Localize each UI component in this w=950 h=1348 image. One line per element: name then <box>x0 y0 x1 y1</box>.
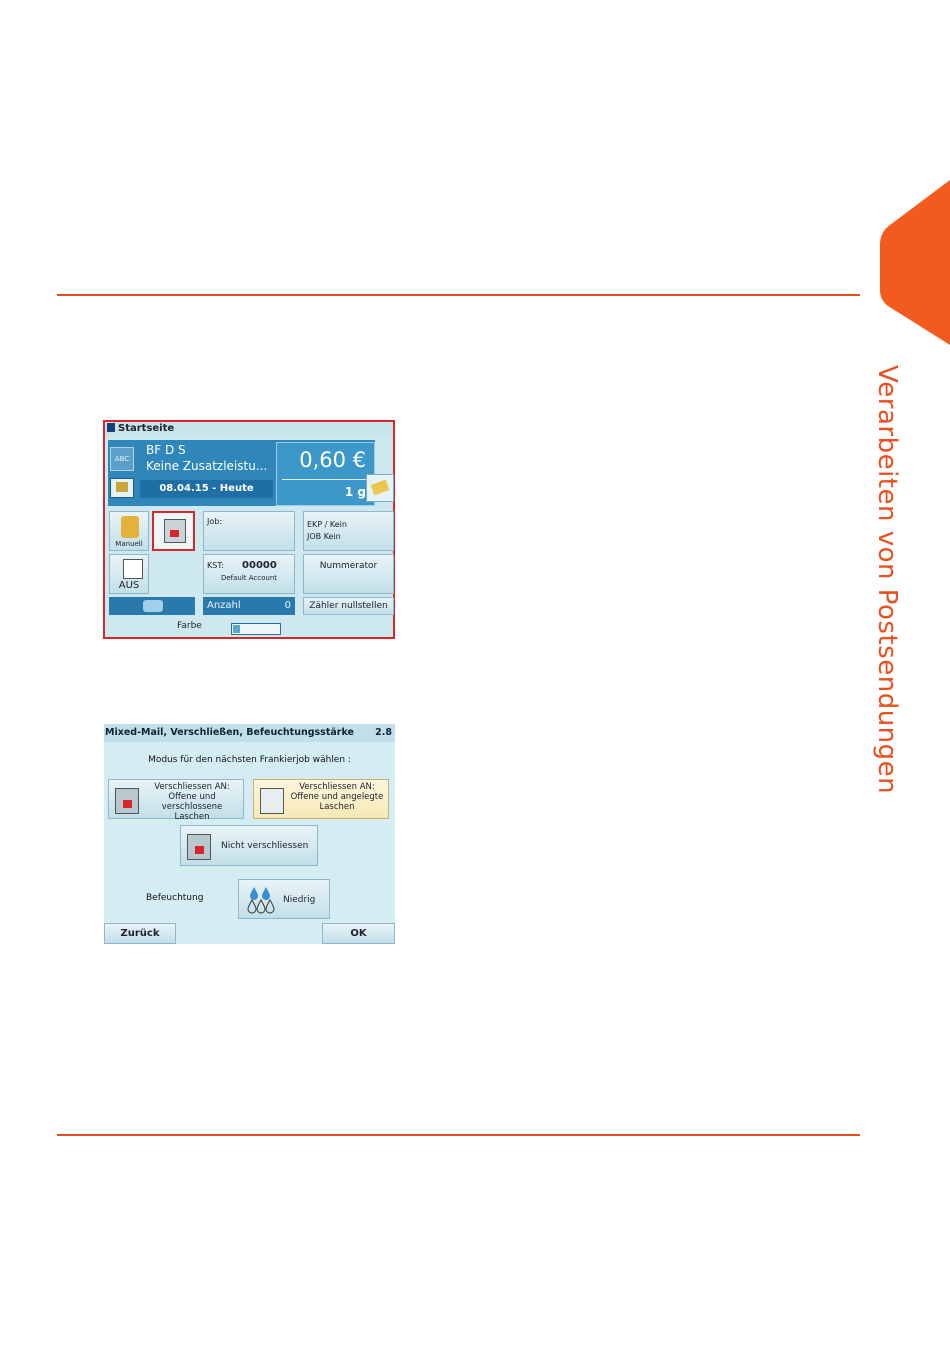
bottom-rule <box>57 1134 860 1136</box>
numerator-button[interactable]: Nummerator <box>303 554 394 594</box>
home-screen <box>103 420 395 639</box>
mail-class[interactable]: BF D S <box>146 443 186 457</box>
connection-button[interactable] <box>109 597 195 615</box>
top-rule <box>57 294 860 296</box>
sealing-icon <box>260 788 284 814</box>
envelope-icon[interactable] <box>366 474 394 502</box>
back-button[interactable]: Zurück <box>104 923 176 944</box>
reset-counter-button[interactable]: Zähler nullstellen <box>303 597 394 615</box>
job-button[interactable]: Job: <box>203 511 295 551</box>
picture-icon[interactable] <box>110 478 134 498</box>
sealing-icon <box>115 788 139 814</box>
abc-button[interactable]: ABC <box>110 447 134 471</box>
services[interactable]: Keine Zusatzleistu... <box>146 459 268 473</box>
sealing-button[interactable] <box>152 511 195 551</box>
sealing-screen <box>104 724 395 944</box>
seal-open-tucked-button[interactable]: Verschliessen AN: Offene und angelegte Laschen <box>253 779 389 819</box>
drops-icon <box>247 886 275 914</box>
weight: 1 g <box>344 485 366 499</box>
no-seal-icon <box>187 834 211 860</box>
no-seal-button[interactable]: Nicht verschliessen <box>180 825 318 866</box>
document-icon <box>123 559 143 579</box>
ink-level-bar <box>231 623 281 635</box>
cost-center-button[interactable]: KST: 00000 Default Account <box>203 554 295 594</box>
ekp-job-button[interactable]: EKP / Kein JOB Kein <box>303 511 394 551</box>
date-button[interactable]: 08.04.15 - Heute <box>140 480 273 498</box>
ink-label: Farbe <box>177 621 202 631</box>
postage-box[interactable] <box>276 442 375 506</box>
aus-button[interactable]: AUS <box>109 554 149 594</box>
sealing-title-bar: Mixed-Mail, Verschließen, Befeuchtungsstärke 2.8 <box>104 724 395 742</box>
postage-amount: 0,60 € <box>299 448 366 472</box>
scale-icon <box>121 516 139 538</box>
phone-icon <box>143 600 163 612</box>
manual-button[interactable]: Manuell <box>109 511 149 551</box>
moisture-label: Befeuchtung <box>146 893 204 903</box>
section-title: Verarbeiten von Postsendungen <box>872 365 902 795</box>
seal-open-closed-button[interactable]: Verschliessen AN: Offene und verschlossene Laschen <box>108 779 244 819</box>
mode-prompt: Modus für den nächsten Frankierjob wählen : <box>148 755 351 765</box>
moisture-button[interactable]: Niedrig <box>238 879 330 919</box>
chapter-tab-shape <box>880 180 950 345</box>
home-title-bar: Startseite <box>105 422 393 436</box>
ok-button[interactable]: OK <box>322 923 395 944</box>
counter-display: Anzahl 0 <box>203 597 295 615</box>
home-icon <box>107 423 115 432</box>
